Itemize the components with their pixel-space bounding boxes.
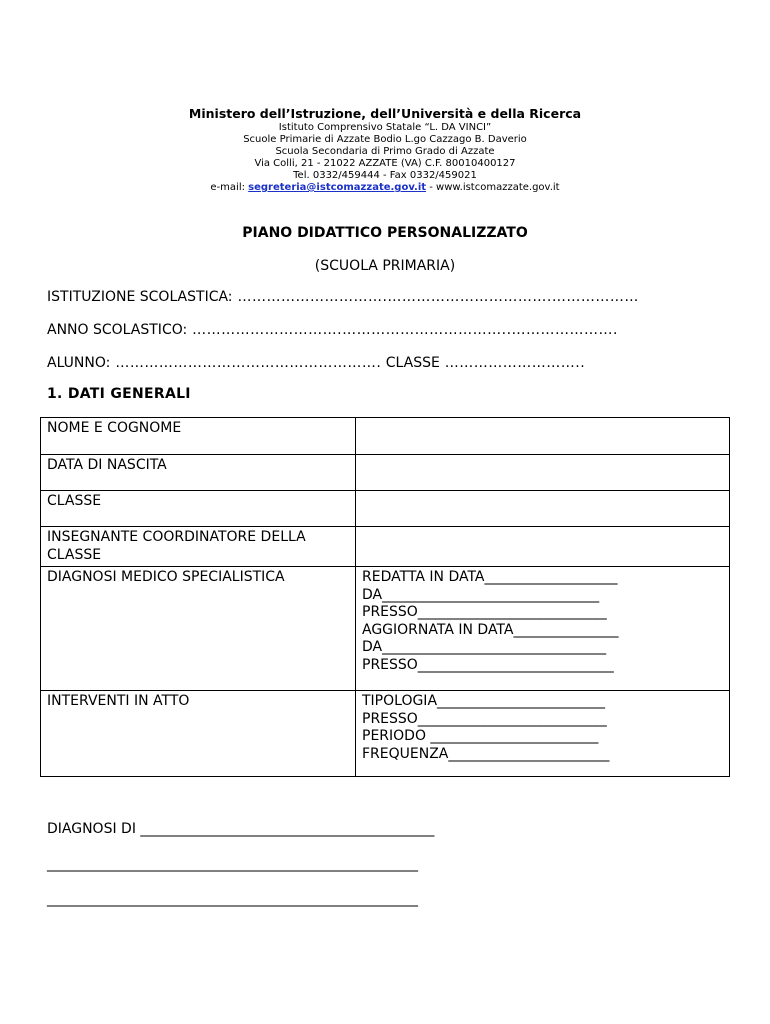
document-subtitle: (SCUOLA PRIMARIA) <box>314 258 456 274</box>
fill-line[interactable]: PRESSO____________________________ <box>362 656 614 673</box>
row-value-cell[interactable] <box>356 418 730 455</box>
row-value-cell[interactable] <box>356 691 730 777</box>
diagnosi-line-3[interactable]: _____________________________________________________ <box>47 891 418 907</box>
contact-separator: - <box>426 182 437 193</box>
table-row <box>41 691 730 777</box>
anno-field <box>47 322 618 338</box>
row-label: CLASSE <box>41 491 356 527</box>
table-row <box>41 455 730 491</box>
row-label: NOME E COGNOME <box>41 418 356 455</box>
website-text: www.istcomazzate.gov.it <box>436 182 560 193</box>
fill-line[interactable]: TIPOLOGIA________________________ <box>362 693 606 709</box>
fill-line[interactable]: PRESSO___________________________ <box>362 710 607 727</box>
anno-label: ANNO SCOLASTICO: <box>47 322 188 338</box>
row-label: DIAGNOSI MEDICO SPECIALISTICA <box>41 567 356 691</box>
alunno-label: ALUNNO: <box>47 355 111 371</box>
email-link[interactable]: segreteria@istcomazzate.gov.it <box>248 182 427 193</box>
dati-generali-table <box>40 417 730 777</box>
contact-line <box>0 182 770 195</box>
diagnosi-label: DIAGNOSI DI <box>47 821 136 837</box>
diagnosi-field <box>47 821 434 837</box>
phone-fax-line: Tel. 0332/459444 - Fax 0332/459021 <box>293 170 477 181</box>
alunno-input[interactable]: ………………………………………………. <box>110 355 382 371</box>
anno-input[interactable]: ………………………….……………………………..…………………. <box>187 322 618 338</box>
row-value-cell[interactable] <box>356 527 730 567</box>
istituzione-input[interactable]: ………………………….…………………………….……………… <box>232 289 639 305</box>
row-label: INTERVENTI IN ATTO <box>41 691 356 777</box>
secondary-school: Scuola Secondaria di Primo Grado di Azzate <box>275 146 495 157</box>
document-title: PIANO DIDATTICO PERSONALIZZATO <box>242 225 528 241</box>
diagnosi-line-2[interactable]: _____________________________________________________ <box>47 856 418 872</box>
table-row <box>41 527 730 567</box>
istituzione-label: ISTITUZIONE SCOLASTICA: <box>47 289 233 305</box>
istituzione-field <box>47 289 639 305</box>
email-label: e-mail: <box>210 182 249 193</box>
table-row <box>41 491 730 527</box>
fill-line[interactable]: DA_______________________________ <box>362 586 600 603</box>
row-value-cell[interactable] <box>356 455 730 491</box>
fill-line[interactable]: FREQUENZA_______________________ <box>362 745 610 762</box>
fill-line[interactable]: PERIODO ________________________ <box>362 728 599 744</box>
section-title: 1. DATI GENERALI <box>47 386 191 402</box>
row-label: INSEGNANTE COORDINATORE DELLA CLASSE <box>41 527 356 567</box>
institute-name: Istituto Comprensivo Statale “L. DA VINCI” <box>278 122 492 133</box>
table-row <box>41 567 730 691</box>
ministry-title: Ministero dell’Istruzione, dell’Università e della Ricerca <box>188 106 582 121</box>
fill-line[interactable]: DA________________________________ <box>362 639 607 655</box>
diagnosi-line-1[interactable]: __________________________________________ <box>135 821 435 837</box>
classe-label: CLASSE <box>381 355 440 371</box>
primary-schools: Scuole Primarie di Azzate Bodio L.go Cazzago B. Daverio <box>243 134 527 145</box>
alunno-field <box>47 355 585 371</box>
fill-line[interactable]: PRESSO___________________________ <box>362 604 607 620</box>
row-label: DATA DI NASCITA <box>41 455 356 491</box>
fill-line[interactable]: AGGIORNATA IN DATA_______________ <box>362 621 619 638</box>
row-value-cell[interactable] <box>356 567 730 691</box>
row-value-cell[interactable] <box>356 491 730 527</box>
address-line: Via Colli, 21 - 21022 AZZATE (VA) C.F. 80010400127 <box>254 158 516 169</box>
classe-input[interactable]: ……………………….. <box>439 355 586 371</box>
table-row <box>41 418 730 455</box>
fill-line[interactable]: REDATTA IN DATA___________________ <box>362 569 618 585</box>
